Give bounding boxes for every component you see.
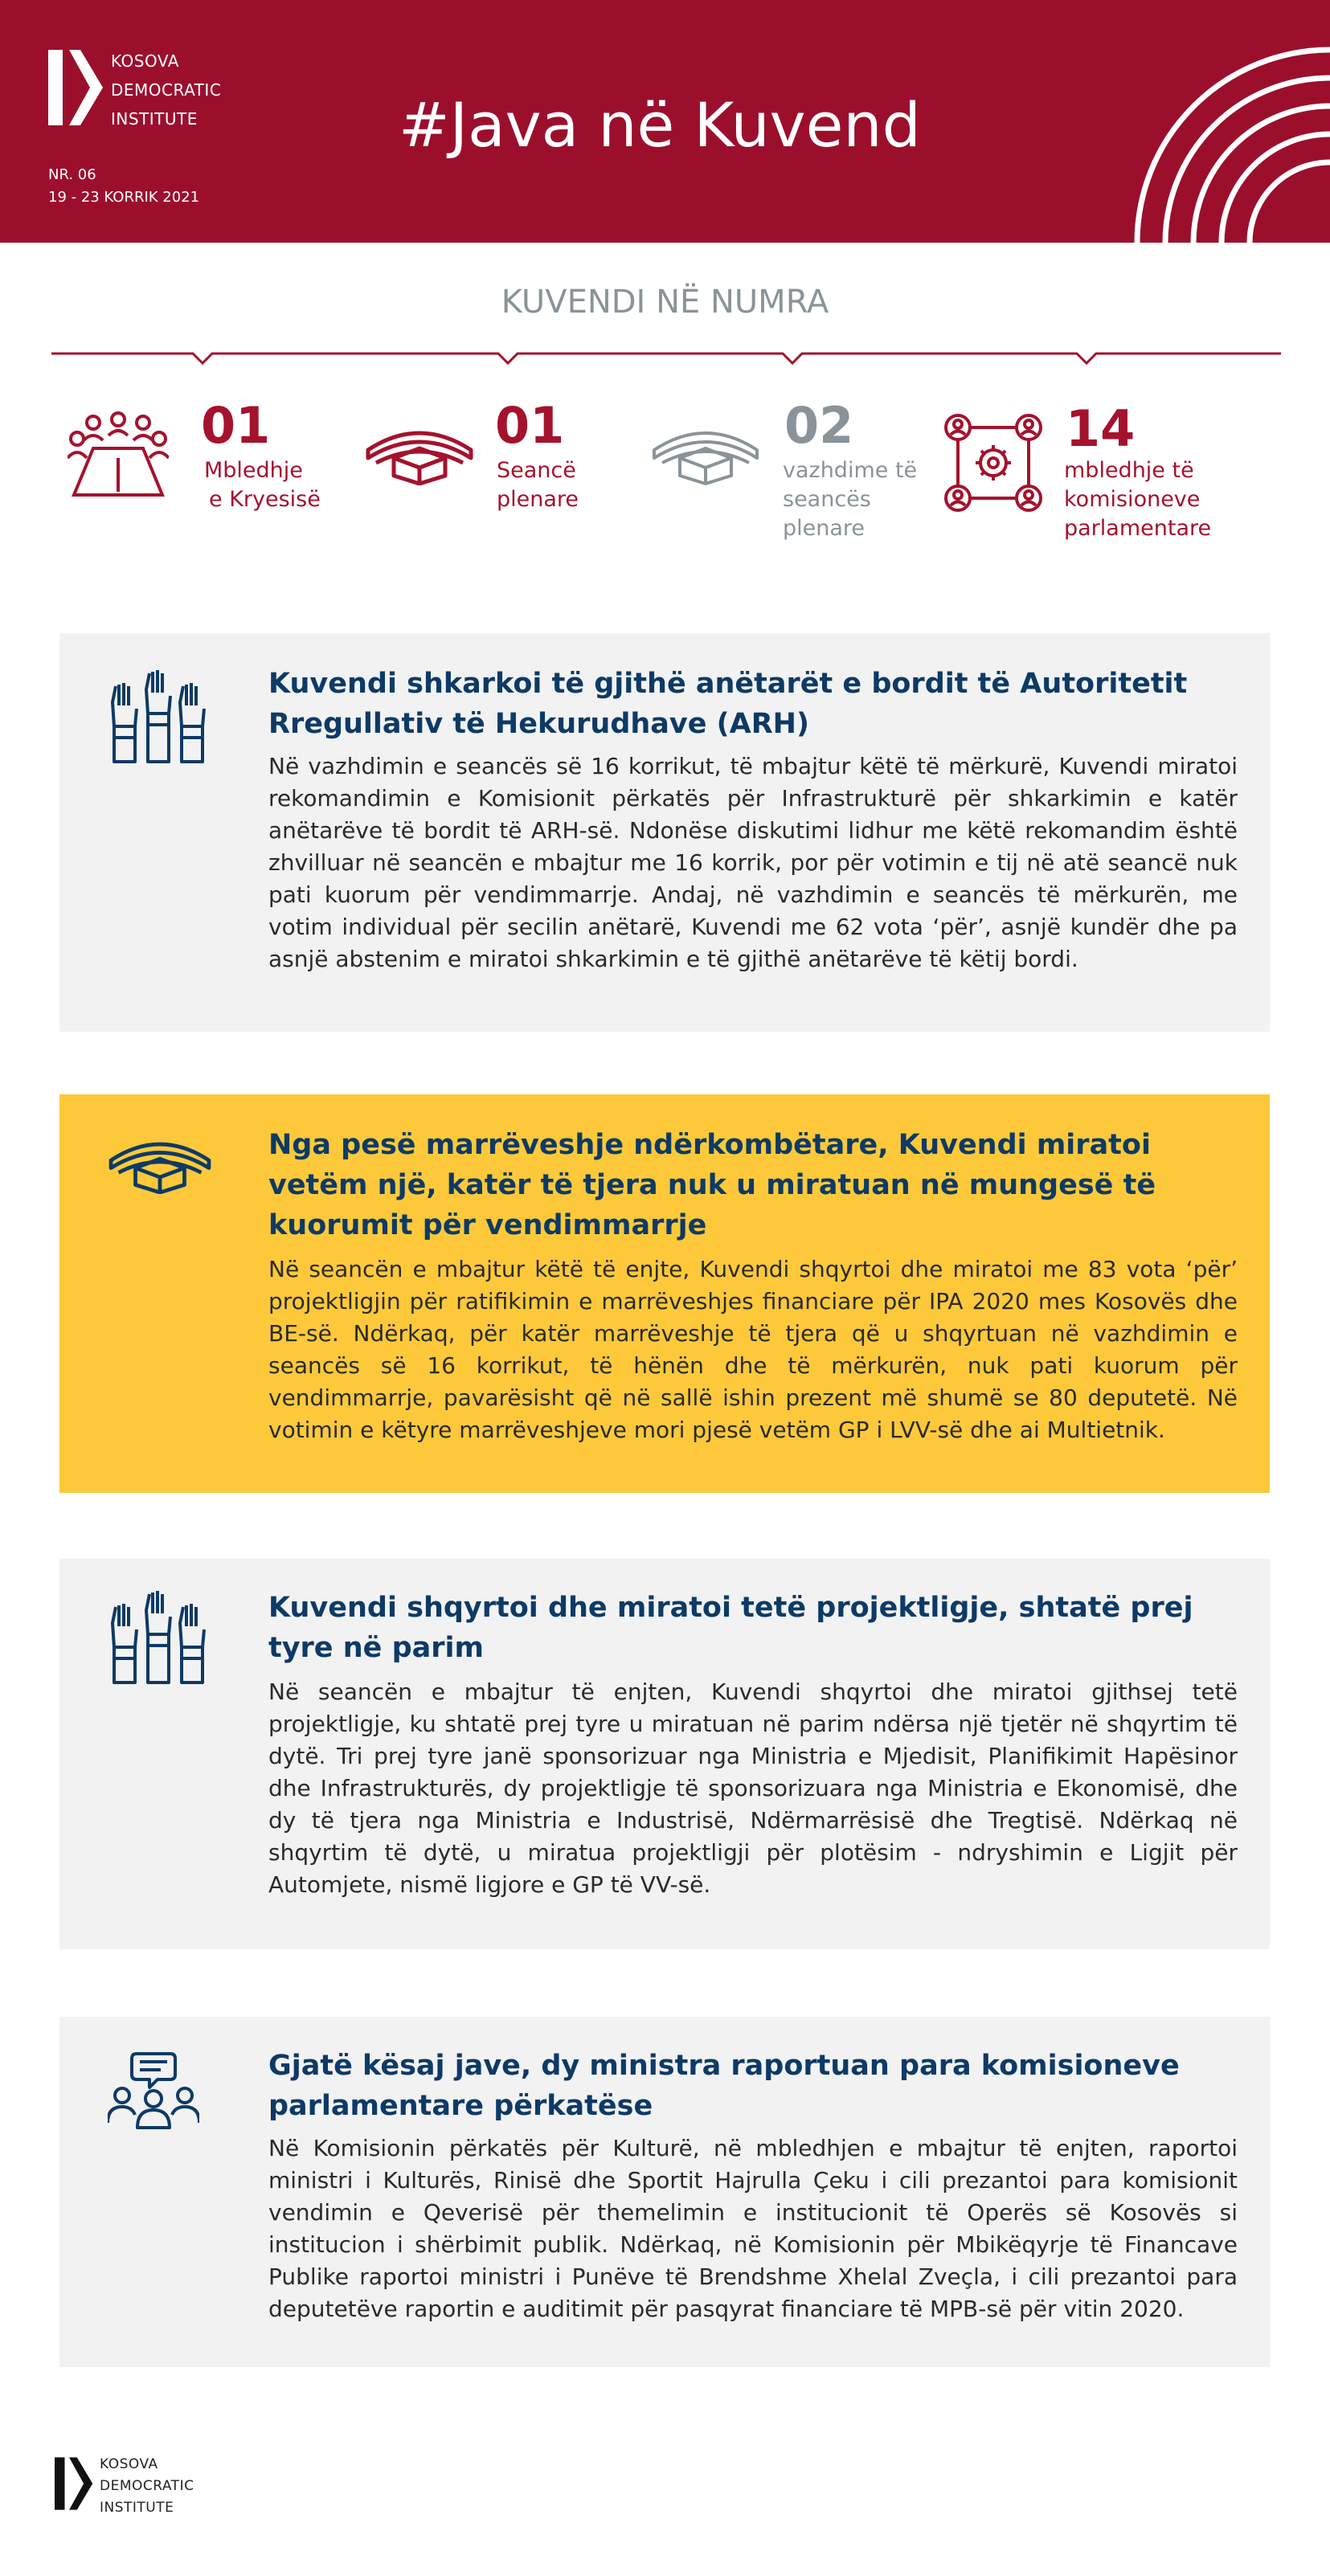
stat-committee-meetings xyxy=(943,394,1281,554)
stat-presidency-meetings xyxy=(68,394,333,554)
kdi-logo-mark-icon xyxy=(55,2455,95,2512)
card-body: Në Komisionin përkatës për Kulturë, në mbledhjen e mbajtur të enjten, raportoi ministri i Kulturës, Rinisë dhe Sportit Hajrulla Çeku i cili prezantoi para komisionit vendimin e Qeverisë për themelimin e institucionit të Operës së Kosovës si institucion i shërbimit publik. Ndërkaq, në Komisionin për Mbikëqyrje të Financave Publike raportoi ministri i Punëve të Brendshme Xhelal Zveçla, i cili prezantoi para deputetëve raportin e auditimit për pasqyrat financiare të MPB-së për vitin 2020. xyxy=(268,2135,1238,2322)
logo-line: DEMOCRATIC xyxy=(111,80,222,100)
card-body: Në seancën e mbajtur këtë të enjte, Kuvendi shqyrtoi dhe miratoi me 83 vota ‘për’ projektligjin për ratifikimin e marrëveshjes financiare për IPA 2020 mes Kosovës dhe BE-së. Ndërkaq, për katër marrëveshje të tjera që u shqyrtuan në vazhdimin e seancës së 16 korrikut, të hënën dhe të mërkurën, nuk pati kuorum për vendimmarrje, pavarësisht që në sallë ishin prezent më shumë se 80 deputetë. Në votimin e këtyre marrëveshjeve mori pjesë vetëm GP i LVV-së dhe ai Multietnik. xyxy=(268,1256,1238,1443)
plenary-hall-icon xyxy=(108,1130,212,1194)
discussion-people-icon xyxy=(108,2051,199,2136)
kdi-logo xyxy=(48,50,221,133)
logo-line: INSTITUTE xyxy=(100,2500,174,2516)
issue-number: NR. 06 xyxy=(48,166,96,183)
news-card xyxy=(59,1094,1270,1493)
news-card xyxy=(59,2017,1270,2367)
card-body: Në vazhdimin e seancës së 16 korrikut, të mbajtur këtë të mërkurë, Kuvendi miratoi rekomandimin e Komisionit përkatës për Infrastrukturë për shkarkimin e katër anëtarëve të bordit të ARH-së. Ndonëse diskutimi lidhur me këtë rekomandim është zhvilluar në seancën e mbajtur me 16 korrik, por për votimin e tij në atë seancë nuk pati kuorum për vendimmarrje. Andaj, në vazhdimin e seancës të mërkurën, me votim individual për secilin anëtarë, Kuvendi me 62 vota ‘për’, asnjë kundër dhe pa asnjë abstenim e miratoi shkarkimin e të gjithë anëtarëve të këtij bordi. xyxy=(268,753,1238,972)
plenary-hall-icon xyxy=(365,418,474,485)
news-card xyxy=(59,633,1270,1032)
stat-value: 01 xyxy=(495,396,565,455)
logo-wordmark xyxy=(100,2454,194,2519)
news-card xyxy=(59,1559,1270,1949)
stat-plenary-sessions xyxy=(365,394,630,554)
stat-label: vazhdime të seancës plenare xyxy=(783,458,918,541)
plenary-hall-outline-icon xyxy=(651,418,760,485)
kdi-logo-mark-icon xyxy=(48,50,106,125)
stat-label: mbledhje të komisioneve parlamentare xyxy=(1064,458,1212,541)
stat-value: 02 xyxy=(784,396,854,455)
logo-line: KOSOVA xyxy=(100,2456,158,2472)
decorative-arcs-icon xyxy=(1089,0,1330,243)
section-title: KUVENDI NË NUMRA xyxy=(501,284,829,321)
page-title: #Java në Kuvend xyxy=(399,89,921,161)
meeting-group-icon xyxy=(68,411,169,500)
card-title: Nga pesë marrëveshje ndërkombëtare, Kuvendi miratoi vetëm një, katër të tjera nuk u miratuan në mungesë të kuorumit për vendimmarrje xyxy=(268,1129,1156,1241)
header-banner xyxy=(0,0,1330,243)
logo-wordmark xyxy=(111,47,221,133)
card-title: Gjatë kësaj jave, dy ministra raportuan para komisioneve parlamentare përkatëse xyxy=(268,2050,1180,2122)
issue-dates: 19 - 23 KORRIK 2021 xyxy=(48,189,200,206)
card-body: Në seancën e mbajtur të enjten, Kuvendi shqyrtoi dhe miratoi gjithsej tetë projektligje, ku shtatë prej tyre u miratuan në parim ndërsa një tjetër në shqyrtim të dytë. Tri prej tyre janë sponsorizuar nga Ministria e Mjedisit, Planifikimit Hapësinor dhe Infrastrukturës, dy projektligje të sponsorizuara nga Ministria e Ekonomisë, dhe dy të tjera nga Ministria e Industrisë, Ndërmarrësisë dhe Tregtisë. Ndërkaq në shqyrtim të dytë, u miratua projektligji për plotësim - ndryshimin e Ligjit për Automjete, nismë ligjore e GP të VV-së. xyxy=(268,1678,1238,1898)
stat-plenary-continuations xyxy=(651,394,924,554)
section-divider xyxy=(51,341,1281,373)
card-title: Kuvendi shqyrtoi dhe miratoi tetë projektligje, shtatë prej tyre në parim xyxy=(268,1592,1193,1664)
logo-line: DEMOCRATIC xyxy=(100,2478,194,2494)
raised-hands-vote-icon xyxy=(108,1591,209,1684)
logo-line: KOSOVA xyxy=(111,51,179,71)
stat-label: Seancë plenare xyxy=(497,458,579,512)
issue-info xyxy=(48,164,199,209)
stat-value: 01 xyxy=(201,396,271,455)
card-title: Kuvendi shkarkoi të gjithë anëtarët e bordit të Autoritetit Rregullativ të Hekurudhave (ARH) xyxy=(268,668,1188,740)
logo-line: INSTITUTE xyxy=(111,109,198,129)
committee-network-icon xyxy=(943,413,1043,513)
raised-hands-vote-icon xyxy=(108,670,209,763)
stat-label: Mbledhje e Kryesisë xyxy=(204,458,321,512)
stat-value: 14 xyxy=(1066,399,1136,458)
footer-kdi-logo xyxy=(55,2455,194,2519)
